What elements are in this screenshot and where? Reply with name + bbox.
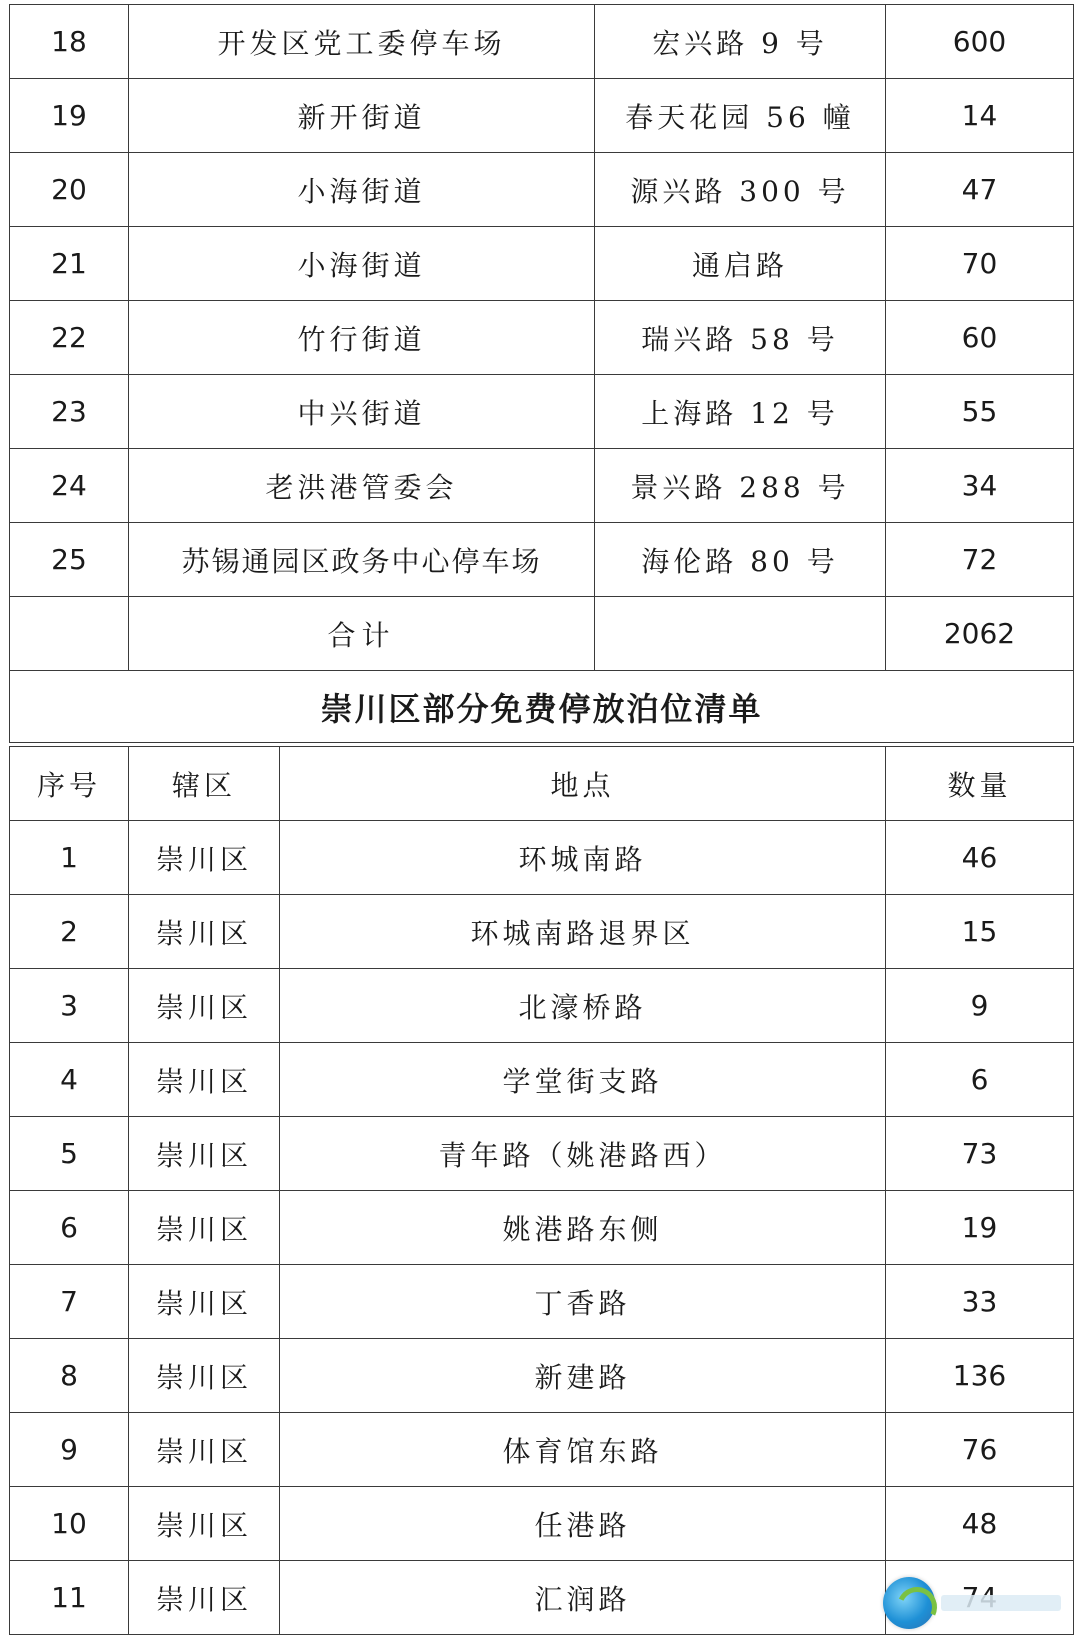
district: 崇川区 [129, 1487, 280, 1561]
district: 崇川区 [129, 821, 280, 895]
unit-name: 小海街道 [129, 227, 595, 301]
watermark-text-bar [941, 1595, 1061, 1611]
address: 瑞兴路 58 号 [595, 301, 886, 375]
table-row [10, 1413, 1074, 1487]
table-row [10, 1191, 1074, 1265]
chongchuan-parking-table [9, 746, 1074, 1635]
location: 环城南路 [280, 821, 886, 895]
row-number: 21 [10, 227, 129, 301]
district: 崇川区 [129, 1191, 280, 1265]
quantity: 46 [886, 821, 1074, 895]
row-number: 1 [10, 821, 129, 895]
table-row [10, 5, 1074, 79]
table-row [10, 79, 1074, 153]
header-location: 地点 [280, 747, 886, 821]
quantity: 73 [886, 1117, 1074, 1191]
total-value: 2062 [886, 597, 1074, 671]
row-number: 11 [10, 1561, 129, 1635]
quantity: 34 [886, 449, 1074, 523]
quantity: 33 [886, 1265, 1074, 1339]
unit-name: 小海街道 [129, 153, 595, 227]
location: 环城南路退界区 [280, 895, 886, 969]
header-qty: 数量 [886, 747, 1074, 821]
district: 崇川区 [129, 1265, 280, 1339]
row-number: 8 [10, 1339, 129, 1413]
section-title: 崇川区部分免费停放泊位清单 [10, 671, 1074, 743]
unit-name: 中兴街道 [129, 375, 595, 449]
row-number: 23 [10, 375, 129, 449]
table-row [10, 895, 1074, 969]
quantity: 14 [886, 79, 1074, 153]
location: 青年路（姚港路西） [280, 1117, 886, 1191]
quantity: 15 [886, 895, 1074, 969]
header-no: 序号 [10, 747, 129, 821]
empty-cell [595, 597, 886, 671]
row-number: 22 [10, 301, 129, 375]
address: 景兴路 288 号 [595, 449, 886, 523]
location: 姚港路东侧 [280, 1191, 886, 1265]
address: 通启路 [595, 227, 886, 301]
table-row [10, 1487, 1074, 1561]
quantity: 6 [886, 1043, 1074, 1117]
empty-cell [10, 597, 129, 671]
quantity: 136 [886, 1339, 1074, 1413]
district: 崇川区 [129, 1117, 280, 1191]
quantity: 48 [886, 1487, 1074, 1561]
quantity: 9 [886, 969, 1074, 1043]
row-number: 3 [10, 969, 129, 1043]
table-row [10, 821, 1074, 895]
table-row [10, 375, 1074, 449]
quantity: 72 [886, 523, 1074, 597]
table-row [10, 1265, 1074, 1339]
quantity: 55 [886, 375, 1074, 449]
row-number: 10 [10, 1487, 129, 1561]
location: 丁香路 [280, 1265, 886, 1339]
row-number: 24 [10, 449, 129, 523]
address: 海伦路 80 号 [595, 523, 886, 597]
table-row [10, 1117, 1074, 1191]
row-number: 7 [10, 1265, 129, 1339]
row-number: 25 [10, 523, 129, 597]
quantity: 76 [886, 1413, 1074, 1487]
row-number: 9 [10, 1413, 129, 1487]
parking-table-top [9, 4, 1074, 743]
quantity: 70 [886, 227, 1074, 301]
location: 任港路 [280, 1487, 886, 1561]
header-district: 辖区 [129, 747, 280, 821]
quantity: 60 [886, 301, 1074, 375]
quantity: 600 [886, 5, 1074, 79]
unit-name: 老洪港管委会 [129, 449, 595, 523]
row-number: 6 [10, 1191, 129, 1265]
unit-name: 新开街道 [129, 79, 595, 153]
site-logo-icon [883, 1577, 935, 1629]
address: 宏兴路 9 号 [595, 5, 886, 79]
district: 崇川区 [129, 895, 280, 969]
table-row [10, 301, 1074, 375]
address: 春天花园 56 幢 [595, 79, 886, 153]
row-number: 20 [10, 153, 129, 227]
table-row [10, 153, 1074, 227]
table-row [10, 1339, 1074, 1413]
location: 体育馆东路 [280, 1413, 886, 1487]
watermark-logo [883, 1575, 1073, 1631]
row-number: 18 [10, 5, 129, 79]
table-row [10, 449, 1074, 523]
quantity: 19 [886, 1191, 1074, 1265]
table-row [10, 1043, 1074, 1117]
district: 崇川区 [129, 1561, 280, 1635]
table-row [10, 523, 1074, 597]
district: 崇川区 [129, 1413, 280, 1487]
unit-name: 苏锡通园区政务中心停车场 [129, 523, 595, 597]
quantity: 47 [886, 153, 1074, 227]
row-number: 19 [10, 79, 129, 153]
row-number: 4 [10, 1043, 129, 1117]
row-number: 2 [10, 895, 129, 969]
total-label: 合计 [129, 597, 595, 671]
table-row [10, 227, 1074, 301]
district: 崇川区 [129, 1043, 280, 1117]
unit-name: 竹行街道 [129, 301, 595, 375]
total-row [10, 597, 1074, 671]
address: 上海路 12 号 [595, 375, 886, 449]
section-title-row [10, 671, 1074, 743]
location: 新建路 [280, 1339, 886, 1413]
district: 崇川区 [129, 1339, 280, 1413]
unit-name: 开发区党工委停车场 [129, 5, 595, 79]
location: 汇润路 [280, 1561, 886, 1635]
location: 学堂街支路 [280, 1043, 886, 1117]
address: 源兴路 300 号 [595, 153, 886, 227]
row-number: 5 [10, 1117, 129, 1191]
location: 北濠桥路 [280, 969, 886, 1043]
district: 崇川区 [129, 969, 280, 1043]
table-row [10, 969, 1074, 1043]
table-header-row [10, 747, 1074, 821]
